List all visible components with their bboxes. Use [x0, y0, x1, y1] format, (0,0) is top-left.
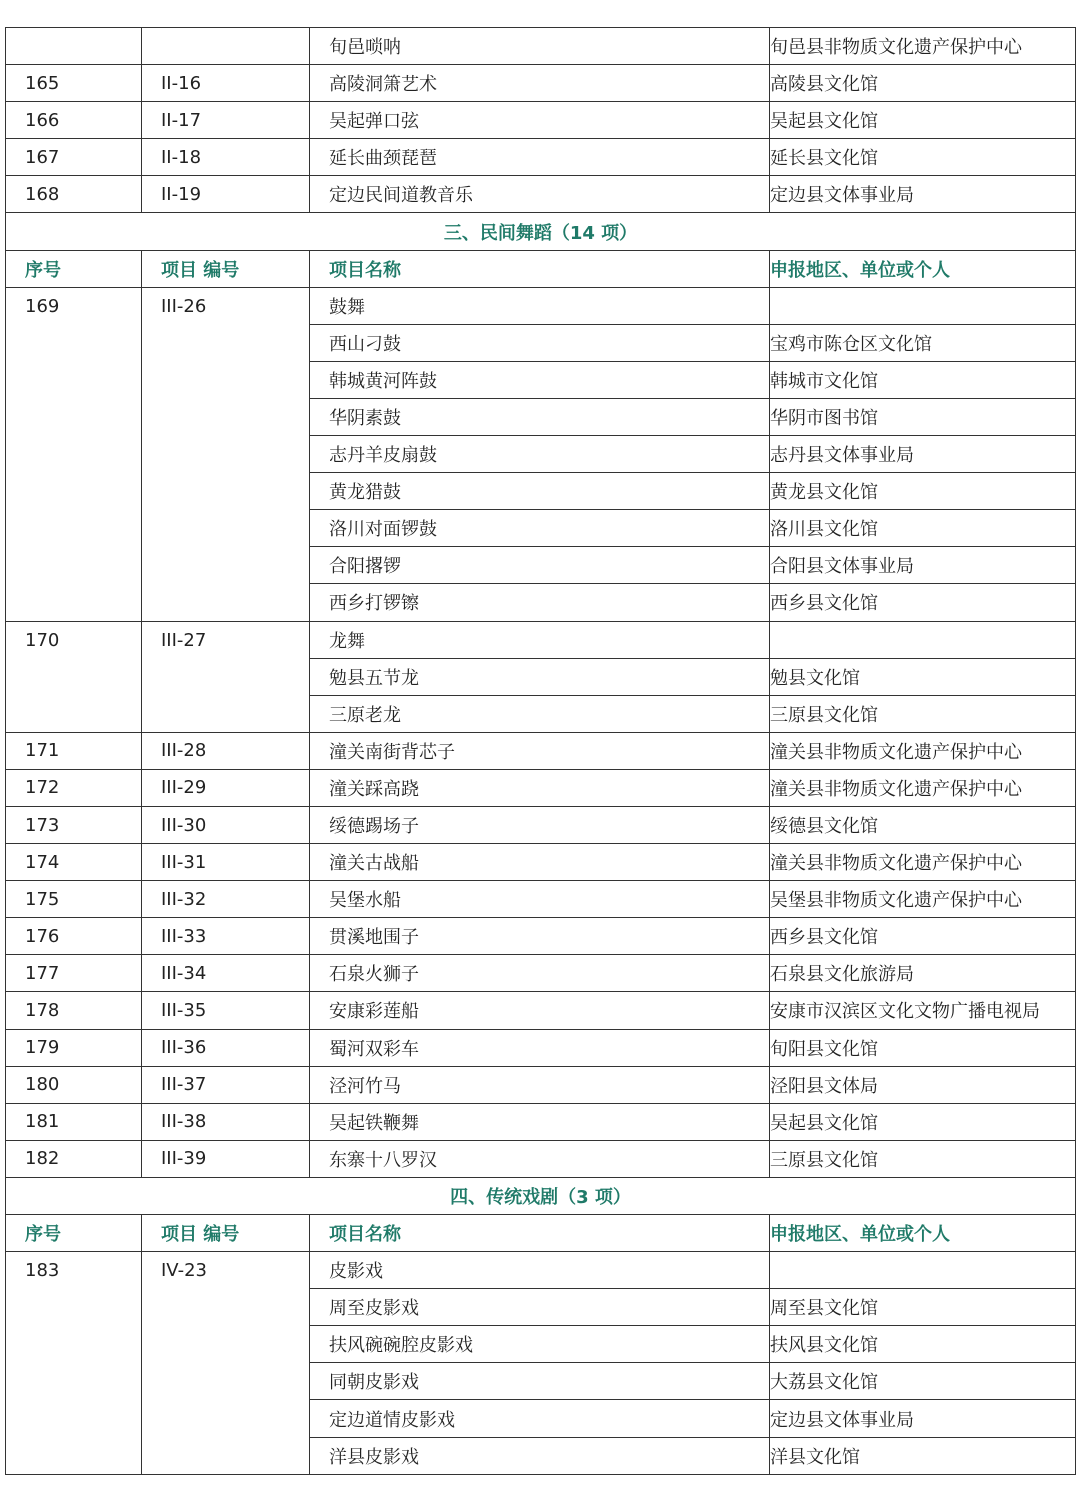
- item-name: 东寨十八罗汉: [310, 1140, 770, 1177]
- item-unit: 高陵县文化馆: [770, 65, 1076, 102]
- item-unit: 吴起县文化馆: [770, 102, 1076, 139]
- item-number: 169: [6, 287, 142, 621]
- item-unit: [770, 1252, 1076, 1289]
- item-number: 166: [6, 102, 142, 139]
- item-name: 潼关踩高跷: [310, 769, 770, 806]
- table-row: [6, 1103, 1076, 1140]
- item-name: 定边民间道教音乐: [310, 176, 770, 213]
- item-number: 173: [6, 806, 142, 843]
- column-header-row: [6, 1215, 1076, 1252]
- item-code: III-26: [142, 287, 310, 621]
- section-title: 四、传统戏剧（3 项）: [6, 1177, 1076, 1214]
- item-name: 洋县皮影戏: [310, 1437, 770, 1474]
- item-number: 178: [6, 992, 142, 1029]
- item-name: 安康彩莲船: [310, 992, 770, 1029]
- item-name: 泾河竹马: [310, 1066, 770, 1103]
- item-unit: [770, 621, 1076, 658]
- item-unit: 西乡县文化馆: [770, 918, 1076, 955]
- item-name: 勉县五节龙: [310, 658, 770, 695]
- item-name: 三原老龙: [310, 695, 770, 732]
- item-code: II-16: [142, 65, 310, 102]
- item-name: 黄龙猎鼓: [310, 473, 770, 510]
- item-unit: 定边县文体事业局: [770, 1400, 1076, 1437]
- table-row: [6, 955, 1076, 992]
- header-name: 项目名称: [310, 1215, 770, 1252]
- section-title: 三、民间舞蹈（14 项）: [6, 213, 1076, 250]
- item-unit: 西乡县文化馆: [770, 584, 1076, 621]
- table-row: [6, 176, 1076, 213]
- item-number: 171: [6, 732, 142, 769]
- header-unit: 申报地区、单位或个人: [770, 1215, 1076, 1252]
- item-number: 183: [6, 1252, 142, 1475]
- table-row: [6, 1252, 1076, 1289]
- section-row: [6, 1177, 1076, 1214]
- item-name: 吴起弹口弦: [310, 102, 770, 139]
- item-unit: [770, 287, 1076, 324]
- item-name: 志丹羊皮扇鼓: [310, 436, 770, 473]
- item-unit: 黄龙县文化馆: [770, 473, 1076, 510]
- item-unit: 志丹县文体事业局: [770, 436, 1076, 473]
- item-unit: 合阳县文体事业局: [770, 547, 1076, 584]
- table-row: [6, 65, 1076, 102]
- table-row: [6, 28, 1076, 65]
- item-name: 鼓舞: [310, 287, 770, 324]
- item-number: 175: [6, 881, 142, 918]
- item-number: 167: [6, 139, 142, 176]
- header-code: 项目 编号: [142, 250, 310, 287]
- item-unit: 三原县文化馆: [770, 695, 1076, 732]
- heritage-list-table: [5, 27, 1076, 1475]
- item-unit: 石泉县文化旅游局: [770, 955, 1076, 992]
- table-row: [6, 881, 1076, 918]
- item-unit: 洋县文化馆: [770, 1437, 1076, 1474]
- section-row: [6, 213, 1076, 250]
- item-code: III-32: [142, 881, 310, 918]
- item-name: 龙舞: [310, 621, 770, 658]
- item-name: 定边道情皮影戏: [310, 1400, 770, 1437]
- item-code: III-31: [142, 844, 310, 881]
- item-name: 周至皮影戏: [310, 1289, 770, 1326]
- column-header-row: [6, 250, 1076, 287]
- item-number: 174: [6, 844, 142, 881]
- item-name: 绥德踢场子: [310, 806, 770, 843]
- item-code: [142, 28, 310, 65]
- item-number: [6, 28, 142, 65]
- table-row: [6, 806, 1076, 843]
- item-name: 潼关南街背芯子: [310, 732, 770, 769]
- item-code: III-37: [142, 1066, 310, 1103]
- table-row: [6, 139, 1076, 176]
- item-name: 蜀河双彩车: [310, 1029, 770, 1066]
- item-unit: 大荔县文化馆: [770, 1363, 1076, 1400]
- item-unit: 定边县文体事业局: [770, 176, 1076, 213]
- item-unit: 吴起县文化馆: [770, 1103, 1076, 1140]
- item-unit: 泾阳县文体局: [770, 1066, 1076, 1103]
- item-unit: 延长县文化馆: [770, 139, 1076, 176]
- item-code: III-36: [142, 1029, 310, 1066]
- item-number: 176: [6, 918, 142, 955]
- item-code: II-19: [142, 176, 310, 213]
- item-name: 华阴素鼓: [310, 398, 770, 435]
- item-unit: 三原县文化馆: [770, 1140, 1076, 1177]
- table-row: [6, 287, 1076, 324]
- item-name: 贯溪地围子: [310, 918, 770, 955]
- table-row: [6, 769, 1076, 806]
- item-unit: 扶风县文化馆: [770, 1326, 1076, 1363]
- table-row: [6, 621, 1076, 658]
- item-code: III-28: [142, 732, 310, 769]
- table-row: [6, 918, 1076, 955]
- item-unit: 勉县文化馆: [770, 658, 1076, 695]
- item-unit: 吴堡县非物质文化遗产保护中心: [770, 881, 1076, 918]
- table-row: [6, 102, 1076, 139]
- item-unit: 华阴市图书馆: [770, 398, 1076, 435]
- header-unit: 申报地区、单位或个人: [770, 250, 1076, 287]
- header-num: 序号: [6, 1215, 142, 1252]
- item-code: II-18: [142, 139, 310, 176]
- item-unit: 韩城市文化馆: [770, 361, 1076, 398]
- item-code: III-30: [142, 806, 310, 843]
- header-code: 项目 编号: [142, 1215, 310, 1252]
- item-unit: 周至县文化馆: [770, 1289, 1076, 1326]
- item-code: III-33: [142, 918, 310, 955]
- item-name: 韩城黄河阵鼓: [310, 361, 770, 398]
- item-number: 179: [6, 1029, 142, 1066]
- item-unit: 安康市汉滨区文化文物广播电视局: [770, 992, 1076, 1029]
- table-row: [6, 844, 1076, 881]
- item-unit: 宝鸡市陈仓区文化馆: [770, 324, 1076, 361]
- item-name: 吴起铁鞭舞: [310, 1103, 770, 1140]
- item-code: IV-23: [142, 1252, 310, 1475]
- item-number: 165: [6, 65, 142, 102]
- item-number: 181: [6, 1103, 142, 1140]
- item-code: III-34: [142, 955, 310, 992]
- item-code: II-17: [142, 102, 310, 139]
- item-name: 吴堡水船: [310, 881, 770, 918]
- item-number: 172: [6, 769, 142, 806]
- item-unit: 潼关县非物质文化遗产保护中心: [770, 732, 1076, 769]
- item-number: 180: [6, 1066, 142, 1103]
- table-row: [6, 732, 1076, 769]
- table-row: [6, 992, 1076, 1029]
- item-unit: 旬邑县非物质文化遗产保护中心: [770, 28, 1076, 65]
- item-unit: 绥德县文化馆: [770, 806, 1076, 843]
- item-code: III-29: [142, 769, 310, 806]
- item-name: 旬邑唢呐: [310, 28, 770, 65]
- item-name: 扶风碗碗腔皮影戏: [310, 1326, 770, 1363]
- item-code: III-27: [142, 621, 310, 732]
- item-unit: 洛川县文化馆: [770, 510, 1076, 547]
- item-number: 182: [6, 1140, 142, 1177]
- item-name: 洛川对面锣鼓: [310, 510, 770, 547]
- item-number: 177: [6, 955, 142, 992]
- item-name: 石泉火狮子: [310, 955, 770, 992]
- item-number: 170: [6, 621, 142, 732]
- item-name: 西山刁鼓: [310, 324, 770, 361]
- item-number: 168: [6, 176, 142, 213]
- item-name: 潼关古战船: [310, 844, 770, 881]
- header-name: 项目名称: [310, 250, 770, 287]
- item-name: 皮影戏: [310, 1252, 770, 1289]
- item-unit: 旬阳县文化馆: [770, 1029, 1076, 1066]
- item-unit: 潼关县非物质文化遗产保护中心: [770, 844, 1076, 881]
- item-name: 高陵洞箫艺术: [310, 65, 770, 102]
- item-code: III-38: [142, 1103, 310, 1140]
- item-name: 西乡打锣镲: [310, 584, 770, 621]
- table-row: [6, 1029, 1076, 1066]
- item-name: 延长曲颈琵琶: [310, 139, 770, 176]
- table-row: [6, 1066, 1076, 1103]
- table-row: [6, 1140, 1076, 1177]
- item-unit: 潼关县非物质文化遗产保护中心: [770, 769, 1076, 806]
- item-code: III-39: [142, 1140, 310, 1177]
- header-num: 序号: [6, 250, 142, 287]
- item-code: III-35: [142, 992, 310, 1029]
- item-name: 同朝皮影戏: [310, 1363, 770, 1400]
- item-name: 合阳撂锣: [310, 547, 770, 584]
